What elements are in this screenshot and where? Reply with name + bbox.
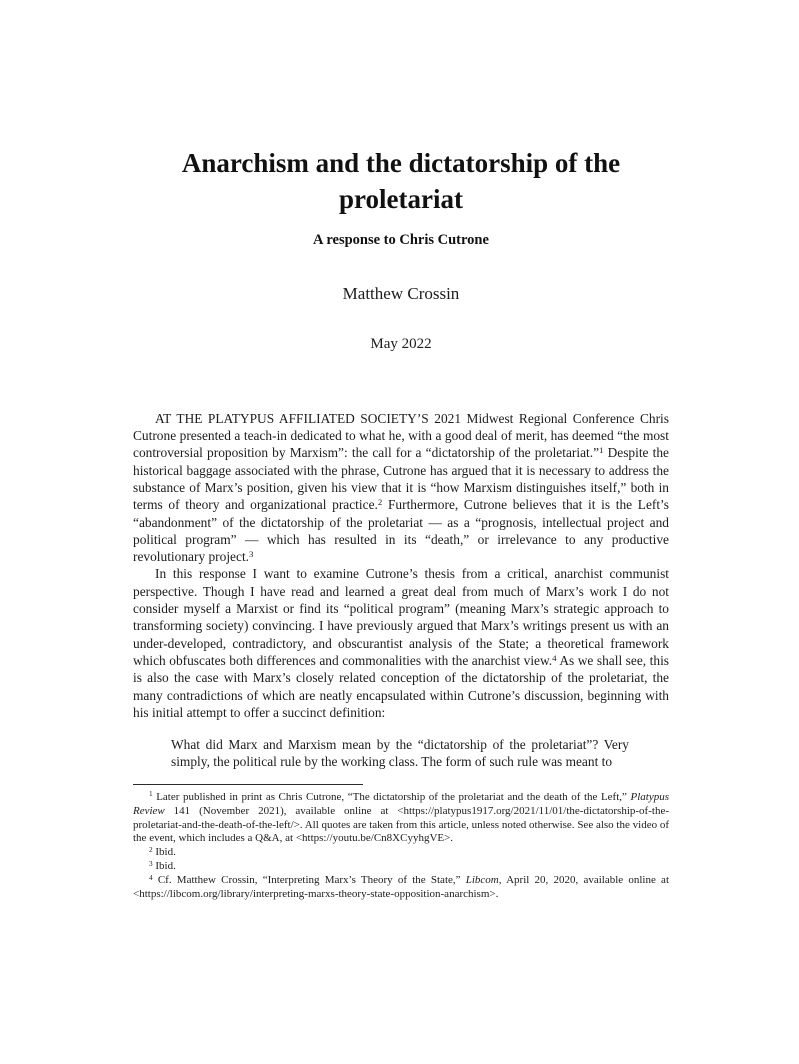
document-title: Anarchism and the dictatorship of the proletariat (181, 148, 621, 214)
footnote: $^4$ Cf. Matthew Crossin, “Interpreting Marx’s Theory of the State,” Libcom, April 20, 2020, available online at <https://libcom.org/library/interpreting-marxs-theory-state-opposition-anarchism>. (133, 873, 669, 901)
footnotes-section (133, 791, 669, 902)
article-body (133, 410, 669, 771)
footnote: $^3$ Ibid. (149, 859, 176, 873)
publication-date: May 2022 (370, 335, 432, 352)
author-name: Matthew Crossin (342, 283, 460, 303)
footnote: $^2$ Ibid. (149, 845, 176, 859)
blockquote: What did Marx and Marxism mean by the “dictatorship of the proletariat”? Very simply, the political rule by the working class. The form of such rule was meant to (171, 737, 629, 770)
footnote: $^1$ Later published in print as Chris Cutrone, “The dictatorship of the proletariat and the death of the Left,” Platypus Review 141 (November 2021), available online at <https://platypus1917.org/2021/11/01/the-dictatorship-of-the-proletariat-and-the-death-of-the-left/>. All quotes are taken from this article, unless noted otherwise. See also the video of the event, which includes a Q&A, at <https://youtu.be/Cn8XCyyhgVE>. (133, 790, 669, 845)
document-subtitle: A response to Chris Cutrone (313, 231, 489, 248)
paragraph: AT THE PLATYPUS AFFILIATED SOCIETY’S 2021 Midwest Regional Conference Chris Cutrone presented a teach-in dedicated to what he, with a good deal of merit, has deemed “the most controversial proposition by Marxism”: the call for a “dictatorship of the proletariat.”$^1$ Despite the historical baggage associated with the phrase, Cutrone has argued that it is necessary to address the substance of Marx’s position, given his view that it is “how Marxism distinguishes itself,” both in terms of theory and organizational practice.$^2$ Furthermore, Cutrone believes that it is the Left’s “abandonment” of the dictatorship of the proletariat — as a “prognosis, intellectual project and political program” — which has resulted in its “death,” or irrelevance to any productive revolutionary project.$^3$ (133, 410, 669, 565)
paragraph: In this response I want to examine Cutrone’s thesis from a critical, anarchist communist perspective. Though I have read and learned a great deal from much of Marx’s work I do not consider myself a Marxist or find its “political program” (meaning Marx’s strategic approach to transforming society) convincing. I have previously argued that Marx’s writings present us with an under-developed, contradictory, and obscurantist analysis of the State; a theoretical framework which obfuscates both differences and commonalities with the anarchist view.$^4$ As we shall see, this is also the case with Marx’s closely related conception of the dictatorship of the proletariat, the many contradictions of which are neatly encapsulated within Cutrone’s discussion, beginning with his initial attempt to offer a succinct definition: (133, 566, 669, 720)
footnote-divider (133, 784, 363, 785)
